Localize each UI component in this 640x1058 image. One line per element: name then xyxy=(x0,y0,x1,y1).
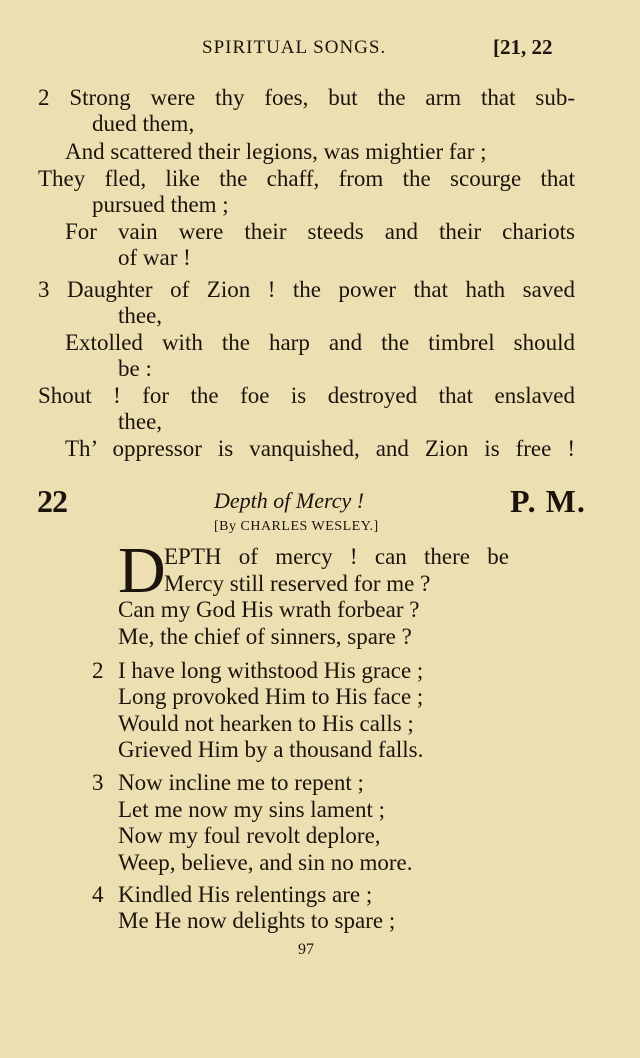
verse-line: EPTH of mercy ! can there be xyxy=(164,544,509,569)
verse-line: 3 Daughter of Zion ! the power that hath saved xyxy=(38,277,575,302)
hymn-meter: P. M. xyxy=(510,483,586,519)
verse-line: Long provoked Him to His face ; xyxy=(118,684,424,709)
verse-line: They fled, like the chaff, from the scourge that xyxy=(38,166,575,191)
verse-line: Mercy still reserved for me ? xyxy=(164,571,431,596)
verse-line: Me He now delights to spare ; xyxy=(118,908,396,933)
verse-line: Would not hearken to His calls ; xyxy=(118,711,414,736)
stanza-number: 2 xyxy=(92,658,104,683)
verse-line: Grieved Him by a thousand falls. xyxy=(118,737,424,762)
hymn-author: [By CHARLES WESLEY.] xyxy=(214,519,379,534)
verse-line: thee, xyxy=(118,303,163,328)
verse-line: And scattered their legions, was mightier far ; xyxy=(65,139,487,164)
verse-line: Me, the chief of sinners, spare ? xyxy=(118,624,412,649)
verse-line: Now my foul revolt deplore, xyxy=(118,823,381,848)
hymn-range: [21, 22 xyxy=(493,35,553,59)
page-number: 97 xyxy=(298,941,314,958)
verse-line: 2 Strong were thy foes, but the arm that sub- xyxy=(38,85,575,110)
verse-line: Extolled with the harp and the timbrel should xyxy=(65,330,575,355)
verse-line: of war ! xyxy=(118,245,191,270)
verse-line: Th’ oppressor is vanquished, and Zion is free ! xyxy=(65,436,575,461)
hymn-title: Depth of Mercy ! xyxy=(214,488,365,513)
verse-line: For vain were their steeds and their chariots xyxy=(65,219,575,244)
stanza-number: 3 xyxy=(92,770,104,795)
verse-line: Let me now my sins lament ; xyxy=(118,797,386,822)
verse-line: Kindled His relentings are ; xyxy=(118,882,373,907)
hymn-number: 22 xyxy=(37,483,67,519)
verse-line: Now incline me to repent ; xyxy=(118,770,364,795)
verse-line: thee, xyxy=(118,409,163,434)
verse-line: I have long withstood His grace ; xyxy=(118,658,424,683)
verse-line: dued them, xyxy=(92,111,195,136)
verse-line: be : xyxy=(118,356,152,381)
verse-line: Can my God His wrath forbear ? xyxy=(118,597,420,622)
running-title: SPIRITUAL SONGS. xyxy=(202,37,387,58)
stanza-number: 4 xyxy=(92,882,104,907)
drop-cap: D xyxy=(118,534,166,607)
verse-line: pursued them ; xyxy=(92,192,229,217)
verse-line: Weep, believe, and sin no more. xyxy=(118,850,413,875)
verse-line: Shout ! for the foe is destroyed that enslaved xyxy=(38,383,575,408)
